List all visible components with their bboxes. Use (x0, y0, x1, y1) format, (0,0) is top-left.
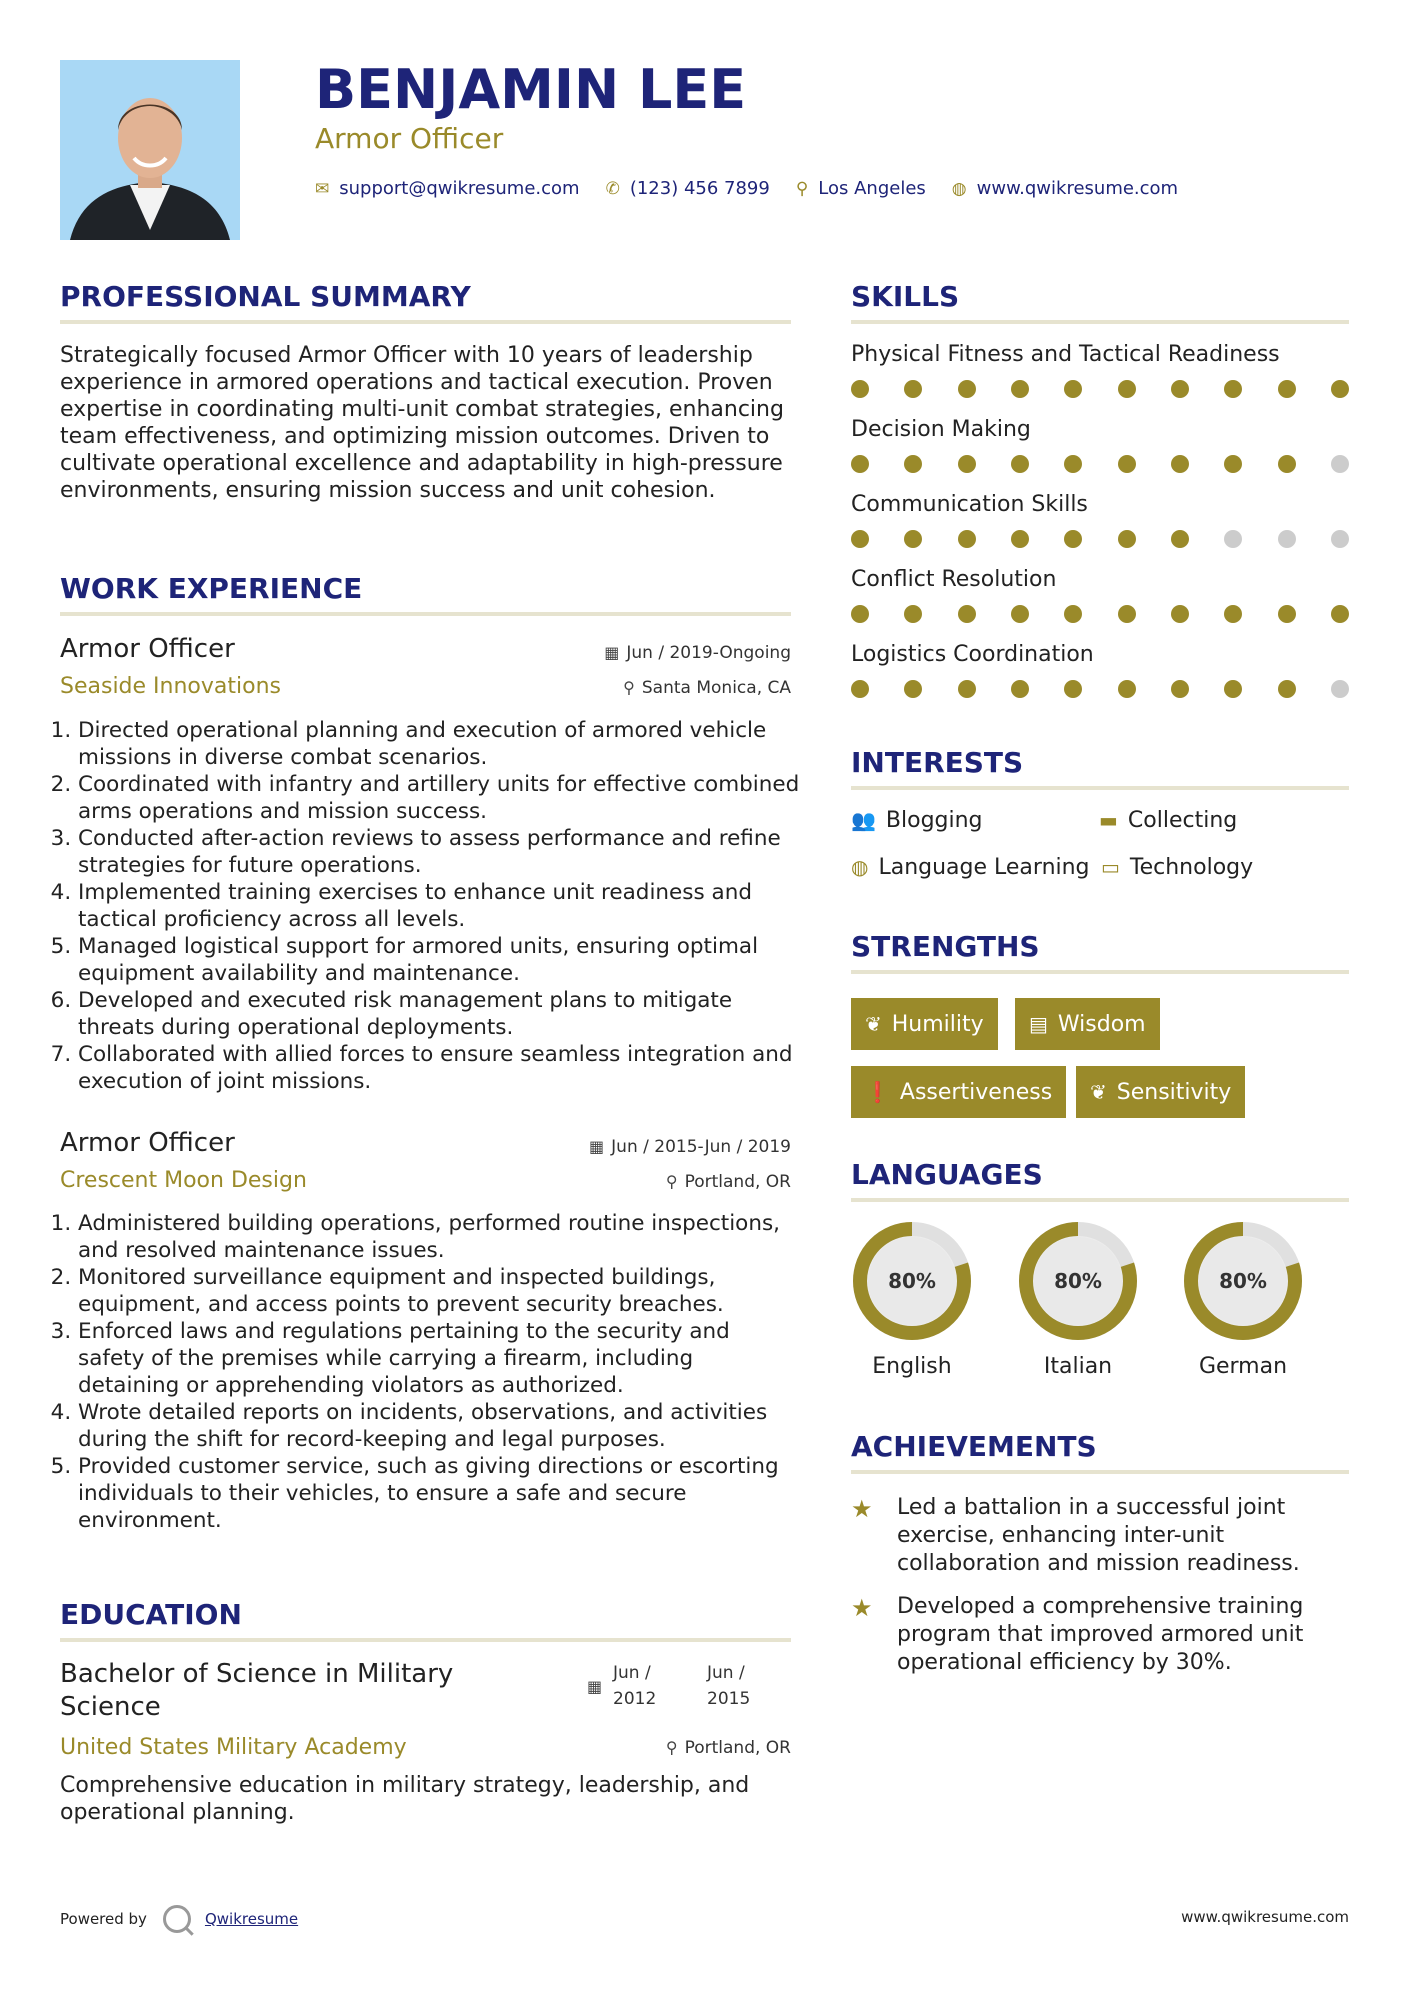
archive-box-icon: ▬ (1099, 808, 1118, 832)
edu-date-end: Jun / 2015 (707, 1663, 751, 1709)
education-description: Comprehensive education in military strategy, leadership, and operational planning. (60, 1773, 750, 1825)
language-ring (1017, 1220, 1139, 1342)
contact-bar (315, 178, 1204, 199)
language-percent: 80% (1054, 1269, 1102, 1293)
achievements-heading: ACHIEVEMENTS (851, 1430, 1097, 1463)
section-divider (851, 1198, 1349, 1202)
job-title: Armor Officer (60, 1128, 235, 1158)
strength-label: Wisdom (1057, 1011, 1146, 1037)
rating-dot-filled (1278, 380, 1296, 398)
list-item: 4. Implemented training exercises to enhance unit readiness and tactical proficiency across all levels. (78, 879, 800, 933)
skill-name: Communication Skills (851, 492, 1088, 517)
rating-dot-filled (1171, 380, 1189, 398)
rating-dot-filled (851, 680, 869, 698)
list-item: 5. Provided customer service, such as giving directions or escorting individuals to their vehicles, to ensure a safe and secure environment. (78, 1453, 800, 1534)
rating-dot-empty (1331, 530, 1349, 548)
job-date-start: Jun / 2015 (611, 1137, 698, 1157)
job-date-end: Ongoing (719, 643, 791, 663)
job-location (623, 678, 791, 698)
interest-label: Language Learning (878, 855, 1090, 880)
rating-dot-filled (904, 605, 922, 623)
calendar-icon: ▦ (589, 1137, 605, 1156)
phone-link[interactable]: (123) 456 7899 (629, 178, 770, 199)
list-item: 3. Enforced laws and regulations pertaining to the security and safety of the premises while carrying a firearm, including detaining or apprehending violators as authorized. (78, 1318, 800, 1399)
rating-dot-filled (851, 530, 869, 548)
envelope-icon: ✉ (315, 178, 330, 199)
rating-dot-filled (958, 530, 976, 548)
star-icon: ★ (851, 1495, 873, 1523)
language-name: Italian (1043, 1354, 1113, 1379)
interest-item (1099, 808, 1237, 833)
job-location-text: Santa Monica, CA (641, 678, 791, 698)
language-name: English (872, 1354, 952, 1379)
profile-photo (60, 60, 240, 240)
edu-date-start: Jun / 2012 (613, 1663, 657, 1709)
rating-dot-filled (904, 380, 922, 398)
achievement-item: Led a battalion in a successful joint exercise, enhancing inter-unit collaboration and mission readiness. (897, 1495, 1300, 1576)
strength-badge (1076, 1066, 1245, 1118)
footer-website[interactable]: www.qwikresume.com (1181, 1908, 1349, 1926)
location-text: Los Angeles (818, 178, 926, 199)
school-name: United States Military Academy (60, 1735, 407, 1760)
list-item: 2. Monitored surveillance equipment and inspected buildings, equipment, and access points to prevent security breaches. (78, 1264, 800, 1318)
star-icon: ★ (851, 1594, 873, 1622)
skill-name: Physical Fitness and Tactical Readiness (851, 342, 1280, 367)
language-percent: 80% (1219, 1269, 1267, 1293)
rating-dot-filled (1011, 680, 1029, 698)
list-item: 5. Managed logistical support for armored units, ensuring optimal equipment availability and maintenance. (78, 933, 800, 987)
candidate-name: BENJAMIN LEE (315, 58, 747, 121)
language-ring (851, 1220, 973, 1342)
users-icon: 👥 (851, 808, 876, 832)
rating-dot-filled (851, 455, 869, 473)
section-divider (60, 1638, 791, 1642)
list-item: 1. Administered building operations, performed routine inspections, and resolved maintenance issues. (78, 1210, 800, 1264)
rating-dot-filled (1171, 530, 1189, 548)
strength-label: Sensitivity (1116, 1079, 1232, 1105)
rating-dot-filled (1118, 605, 1136, 623)
rating-dot-empty (1278, 530, 1296, 548)
interest-label: Collecting (1127, 808, 1238, 833)
strength-badge (851, 1066, 1066, 1118)
website-link[interactable]: www.qwikresume.com (976, 178, 1179, 199)
rating-dot-filled (1224, 455, 1242, 473)
skill-rating (851, 605, 1349, 627)
pin-icon: ⚲ (665, 1738, 678, 1757)
rating-dot-filled (1064, 380, 1082, 398)
brand-link[interactable]: Qwikresume (204, 1910, 299, 1928)
strength-badge (851, 998, 998, 1050)
experience-heading: WORK EXPERIENCE (60, 572, 363, 605)
rating-dot-filled (904, 680, 922, 698)
skill-name: Conflict Resolution (851, 567, 1057, 592)
languages-heading: LANGUAGES (851, 1158, 1043, 1191)
job-company: Seaside Innovations (60, 674, 281, 699)
calendar-icon: ▦ (587, 1677, 603, 1696)
section-divider (60, 612, 791, 616)
job-bullets (60, 717, 800, 1095)
summary-text: Strategically focused Armor Officer with 10 years of leadership experience in armored operations and tactical execution. Proven expertise in coordinating multi-unit combat strategies, enhancing team effectiveness, and optimizing mission outcomes. Driven to cultivate operational excellence and adaptability in high-pressure environments, ensuring mission success and unit cohesion. (60, 343, 784, 503)
interest-item (851, 808, 983, 833)
education-dates (587, 1660, 751, 1712)
rating-dot-filled (1011, 380, 1029, 398)
pin-icon: ⚲ (623, 678, 635, 697)
interest-label: Technology (1129, 855, 1254, 880)
leaf-icon: ❦ (1090, 1080, 1107, 1104)
achievement-item: Developed a comprehensive training program that improved armored unit operational efficiency by 30%. (897, 1594, 1304, 1675)
leaf-icon: ❦ (865, 1012, 882, 1036)
skill-rating (851, 530, 1349, 552)
list-item: 1. Directed operational planning and execution of armored vehicle missions in diverse combat scenarios. (78, 717, 800, 771)
map-pin-icon: ⚲ (795, 178, 809, 199)
job-company: Crescent Moon Design (60, 1168, 307, 1193)
skill-rating (851, 680, 1349, 702)
section-divider (851, 970, 1349, 974)
language-gauge (851, 1220, 973, 1342)
rating-dot-filled (904, 455, 922, 473)
rating-dot-filled (1118, 455, 1136, 473)
list-item: 2. Coordinated with infantry and artillery units for effective combined arms operations and mission success. (78, 771, 800, 825)
education-heading: EDUCATION (60, 1598, 242, 1631)
edu-location-text: Portland, OR (684, 1738, 791, 1758)
skill-rating (851, 380, 1349, 402)
rating-dot-empty (1331, 455, 1349, 473)
job-location-text: Portland, OR (684, 1172, 791, 1192)
qwikresume-logo-icon (163, 1905, 191, 1933)
footer-powered-by (60, 1905, 298, 1933)
interests-heading: INTERESTS (851, 746, 1024, 779)
rating-dot-filled (1011, 455, 1029, 473)
language-gauge (1017, 1220, 1139, 1342)
rating-dot-filled (1278, 605, 1296, 623)
list-item: 4. Wrote detailed reports on incidents, observations, and activities during the shift for record-keeping and legal purposes. (78, 1399, 800, 1453)
rating-dot-filled (1011, 530, 1029, 548)
rating-dot-filled (1224, 605, 1242, 623)
interest-item (1101, 855, 1253, 880)
rating-dot-filled (851, 605, 869, 623)
rating-dot-filled (958, 605, 976, 623)
job-date-start: Jun / 2019 (626, 643, 713, 663)
rating-dot-filled (1064, 455, 1082, 473)
language-name: German (1198, 1354, 1288, 1379)
powered-by-text: Powered by (60, 1910, 147, 1928)
globe-icon: ◍ (851, 855, 869, 879)
rating-dot-filled (1224, 680, 1242, 698)
strength-label: Humility (891, 1011, 984, 1037)
phone-icon: ✆ (605, 178, 620, 199)
strengths-heading: STRENGTHS (851, 930, 1040, 963)
rating-dot-filled (851, 380, 869, 398)
rating-dot-filled (1331, 605, 1349, 623)
job-title: Armor Officer (60, 634, 235, 664)
job-date-end: Jun / 2019 (704, 1137, 791, 1157)
email-link[interactable]: support@qwikresume.com (339, 178, 580, 199)
skill-name: Logistics Coordination (851, 642, 1094, 667)
section-divider (851, 786, 1349, 790)
section-divider (851, 1470, 1349, 1474)
rating-dot-filled (1118, 680, 1136, 698)
job-location (666, 1172, 791, 1192)
rating-dot-filled (1171, 680, 1189, 698)
list-item: 7. Collaborated with allied forces to ensure seamless integration and execution of joint missions. (78, 1041, 800, 1095)
rating-dot-filled (1064, 530, 1082, 548)
skills-heading: SKILLS (851, 280, 960, 313)
job-dates: ▦ Jun / 2019-Ongoing (604, 643, 791, 663)
rating-dot-filled (1171, 605, 1189, 623)
rating-dot-filled (1331, 380, 1349, 398)
rating-dot-filled (958, 380, 976, 398)
skill-name: Decision Making (851, 417, 1031, 442)
language-gauge (1182, 1220, 1304, 1342)
job-bullets (60, 1210, 800, 1534)
calendar-icon: ▦ (604, 643, 620, 662)
rating-dot-filled (1171, 455, 1189, 473)
rating-dot-filled (1118, 530, 1136, 548)
section-divider (851, 320, 1349, 324)
rating-dot-filled (1278, 680, 1296, 698)
education-location (666, 1738, 791, 1758)
section-divider (60, 320, 791, 324)
rating-dot-filled (1064, 605, 1082, 623)
exclamation-circle-icon: ❗ (865, 1080, 890, 1104)
skill-rating (851, 455, 1349, 477)
laptop-icon: ▭ (1101, 855, 1120, 879)
rating-dot-filled (1278, 455, 1296, 473)
book-icon: ▤ (1029, 1012, 1048, 1036)
rating-dot-filled (904, 530, 922, 548)
rating-dot-filled (1224, 380, 1242, 398)
list-item: 6. Developed and executed risk management plans to mitigate threats during operational deployments. (78, 987, 800, 1041)
list-item: 3. Conducted after-action reviews to assess performance and refine strategies for future operations. (78, 825, 800, 879)
strength-label: Assertiveness (899, 1079, 1053, 1105)
globe-icon: ◍ (951, 178, 967, 199)
language-percent: 80% (888, 1269, 936, 1293)
pin-icon: ⚲ (665, 1172, 678, 1191)
rating-dot-filled (1118, 380, 1136, 398)
rating-dot-filled (958, 680, 976, 698)
summary-heading: PROFESSIONAL SUMMARY (60, 280, 471, 313)
rating-dot-empty (1224, 530, 1242, 548)
interest-label: Blogging (885, 808, 983, 833)
language-ring (1182, 1220, 1304, 1342)
rating-dot-filled (1064, 680, 1082, 698)
rating-dot-filled (958, 455, 976, 473)
rating-dot-empty (1331, 680, 1349, 698)
candidate-title: Armor Officer (315, 122, 504, 155)
rating-dot-filled (1011, 605, 1029, 623)
degree-title: Bachelor of Science in Military Science (60, 1659, 454, 1722)
strength-badge (1015, 998, 1160, 1050)
job-dates: ▦ Jun / 2015-Jun / 2019 (589, 1137, 791, 1157)
interest-item (851, 855, 1090, 880)
